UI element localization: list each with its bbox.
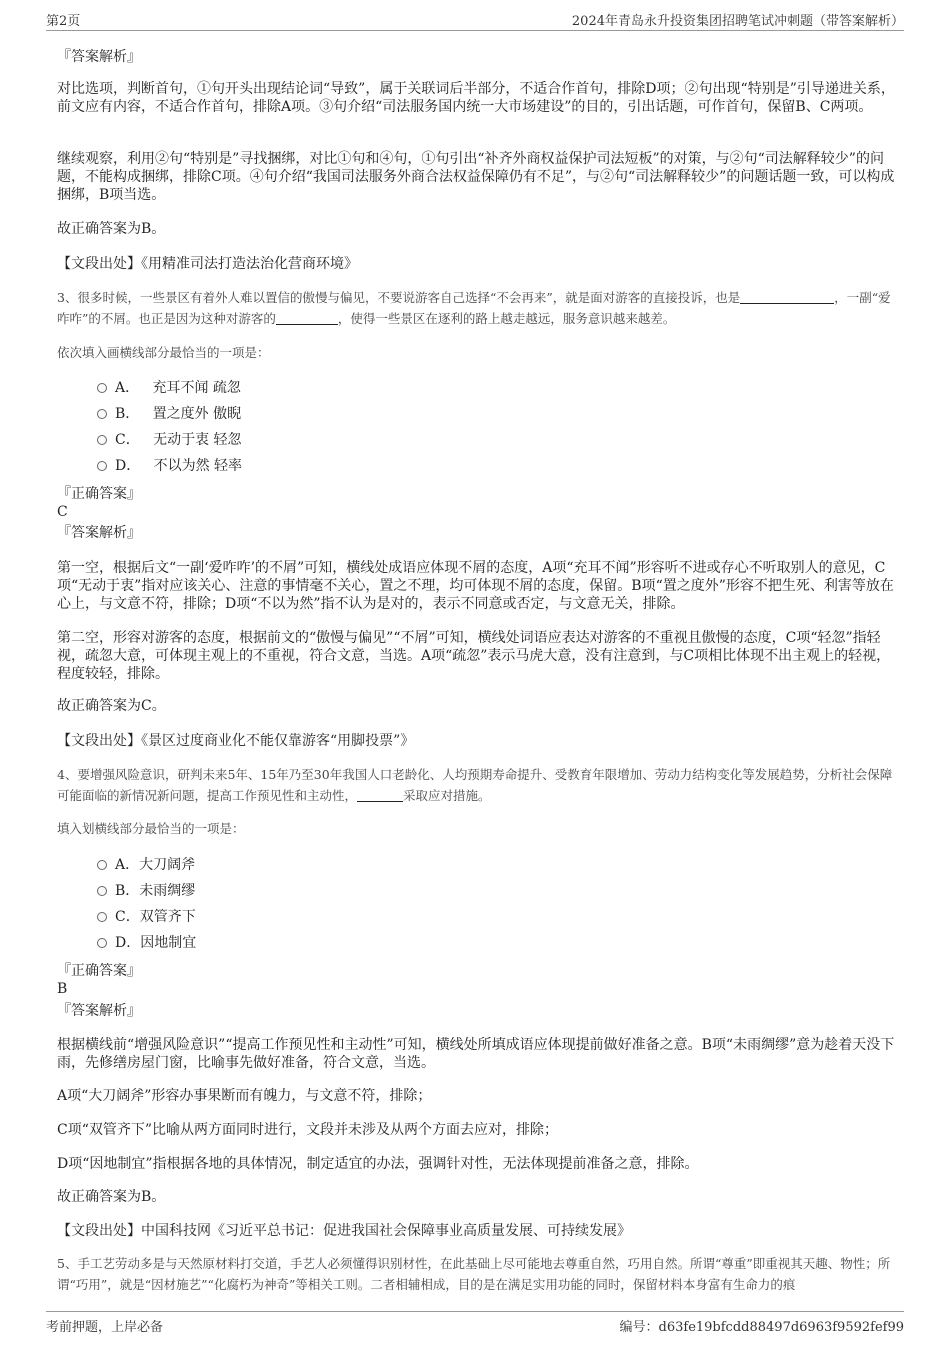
option-letter: D． [115,935,141,951]
q4-prompt: 填入划横线部分最恰当的一项是： [57,821,245,836]
radio-icon[interactable] [97,938,107,948]
blank-line [276,311,338,325]
q4-analysis-heading: 『答案解析』 [57,1003,141,1019]
q3-answer: C [57,504,68,520]
q3-option-c[interactable] [97,431,242,449]
page-number: 第2页 [46,14,81,29]
q4-answer-heading: 『正确答案』 [57,963,141,979]
q2-analysis-paragraph: 继续观察，利用②句“特别是”寻找捆绑，对比①句和④句，①句引出“补齐外商权益保护司法短板”的对策，与②句“司法解释较少”的问题，不能构成捆绑，排除C项。④句介绍“我国司法服务外商合法权益保障仍有不足”，与②句“司法解释较少”的问题话题一致，可以构成捆绑，B项当选。 [57,151,895,203]
q3-stem-text: ，使得一些景区在逐利的路上越走越远，服务意识越来越差。 [337,311,676,326]
q4-analysis-paragraph: C项“双管齐下”比喻从两方面同时进行，文段并未涉及从两个方面去应对，排除； [57,1122,559,1138]
q3-option-b[interactable] [97,405,241,423]
q4-option-b[interactable] [97,882,195,900]
q4-analysis-paragraph: A项“大刀阔斧”形容办事果断而有魄力，与文意不符，排除； [57,1088,432,1104]
option-letter: B． [115,406,140,422]
q4-stem [57,764,895,806]
q5-stem: 5、手工艺劳动多是与天然原材料打交道，手艺人必须懂得识别材性，在此基础上尽可能地去尊重自然，巧用自然。所谓“尊重”即重视其天趣、物性；所谓“巧用”，就是“因材施艺”“化腐朽为神奇”等相关工则。二者相辅相成，目的是在满足实用功能的同时，保留材料本身富有生命力的痕 [57,1256,891,1292]
option-letter: C． [115,432,140,448]
q3-option-d[interactable] [97,457,242,475]
footer-slogan: 考前押题，上岸必备 [46,1320,164,1335]
q4-option-d[interactable] [97,934,196,952]
q3-stem-text: 3、很多时候，一些景区有着外人难以置信的傲慢与偏见，不要说游客自己选择“不会再来”，就是面对游客的直接投诉，也是 [57,290,741,305]
q4-analysis-paragraph: 根据横线前“增强风险意识”“提高工作预见性和主动性”可知，横线处所填成语应体现提前做好准备之意。B项“未雨绸缪”意为趁着天没下雨，先修缮房屋门窗，比喻事先做好准备，符合文意，当选。 [57,1037,895,1071]
q3-stem [57,287,895,329]
document-title: 2024年青岛永升投资集团招聘笔试冲刺题（带答案解析） [571,14,904,29]
option-letter: D． [115,458,141,474]
radio-icon[interactable] [97,461,107,471]
q3-stem-text: 一副“爱咋咋”的不屑。也正是因为这种对游客的 [57,290,891,326]
radio-icon[interactable] [97,383,107,393]
option-text: 双管齐下 [139,909,196,925]
option-text: 未雨绸缪 [139,883,196,899]
page-footer [46,1311,904,1336]
option-text: 置之度外 傲睨 [152,406,242,422]
option-text: 因地制宜 [140,935,197,951]
radio-icon[interactable] [97,409,107,419]
q4-conclusion: 故正确答案为B。 [57,1189,166,1205]
q3-analysis-heading: 『答案解析』 [57,525,141,541]
q2-analysis-paragraph: 对比选项，判断首句，①句开头出现结论词“导致”，属于关联词后半部分，不适合作首句，排除D项；②句出现“特别是”引导递进关系，前文应有内容，不适合作首句，排除A项。③句介绍“司法服务国内统一大市场建设”的目的，引出话题，可作首句，保留B、C两项。 [57,81,895,115]
radio-icon[interactable] [97,912,107,922]
option-text: 大刀阔斧 [139,857,196,873]
code-label: 编号： [619,1320,659,1335]
q4-option-a[interactable] [97,856,195,874]
q2-conclusion: 故正确答案为B。 [57,221,166,237]
q3-option-a[interactable] [97,379,241,397]
option-text: 不以为然 轻率 [153,458,243,474]
q2-source: 【文段出处】《用精准司法打造法治化营商环境》 [57,256,358,272]
q3-conclusion: 故正确答案为C。 [57,698,166,714]
q2-analysis-heading: 『答案解析』 [57,49,141,65]
q3-stem-text: ， [834,290,847,305]
q4-source: 【文段出处】中国科技网《习近平总书记：促进我国社会保障事业高质量发展、可持续发展》 [57,1223,631,1239]
option-letter: A． [115,380,140,396]
document-code [620,1316,905,1335]
q4-analysis-paragraph: D项“因地制宜”指根据各地的具体情况，制定适宜的办法，强调针对性，无法体现提前准备之意，排除。 [57,1156,699,1172]
page-header [46,10,904,31]
radio-icon[interactable] [97,860,107,870]
q4-option-c[interactable] [97,908,196,926]
q3-prompt: 依次填入画横线部分最恰当的一项是： [57,345,270,360]
q3-source: 【文段出处】《景区过度商业化不能仅靠游客“用脚投票”》 [57,733,415,749]
radio-icon[interactable] [97,435,107,445]
blank-line [357,788,403,802]
q3-answer-heading: 『正确答案』 [57,486,141,502]
q4-stem-text: 4、要增强风险意识，研判未来5年、15年乃至30年我国人口老龄化、人均预期寿命提升、受教育年限增加、劳动力结构变化等发展趋势，分析社会保障可能面临的新情况新问题，提高工作预见性和主动性， [57,767,893,803]
radio-icon[interactable] [97,886,107,896]
option-letter: C． [115,909,140,925]
option-letter: B． [115,883,140,899]
option-text: 无动于衷 轻忽 [153,432,242,448]
option-letter: A． [115,857,140,873]
option-text: 充耳不闻 疏忽 [152,380,241,396]
q3-analysis-paragraph: 第一空，根据后文“一副‘爱咋咋’的不屑”可知，横线处成语应体现不屑的态度，A项“充耳不闻”形容听不进或存心不听取别人的意见，C项“无动于衷”指对应该关心、注意的事情毫不关心，置之不理，均可体现不屑的态度，保留。B项“置之度外”形容不把生死、利害等放在心上，与文意不符，排除；D项“不以为然”指不认为是对的，表示不同意或否定，与文意无关，排除。 [57,560,894,612]
q4-stem-text: 采取应对措施。 [403,788,491,803]
q3-analysis-paragraph: 第二空，形容对游客的态度，根据前文的“傲慢与偏见”“不屑”可知，横线处词语应表达对游客的不重视且傲慢的态度，C项“轻忽”指轻视，疏忽大意，可体现主观上的不重视，符合文意，当选。A项“疏忽”表示马虎大意，没有注意到，与C项相比体现不出主观上的轻视，程度较轻，排除。 [57,630,891,682]
q4-answer: B [57,981,68,997]
blank-line [740,290,834,304]
code-value: d63fe19bfcdd88497d6963f9592fef99 [658,1320,904,1335]
